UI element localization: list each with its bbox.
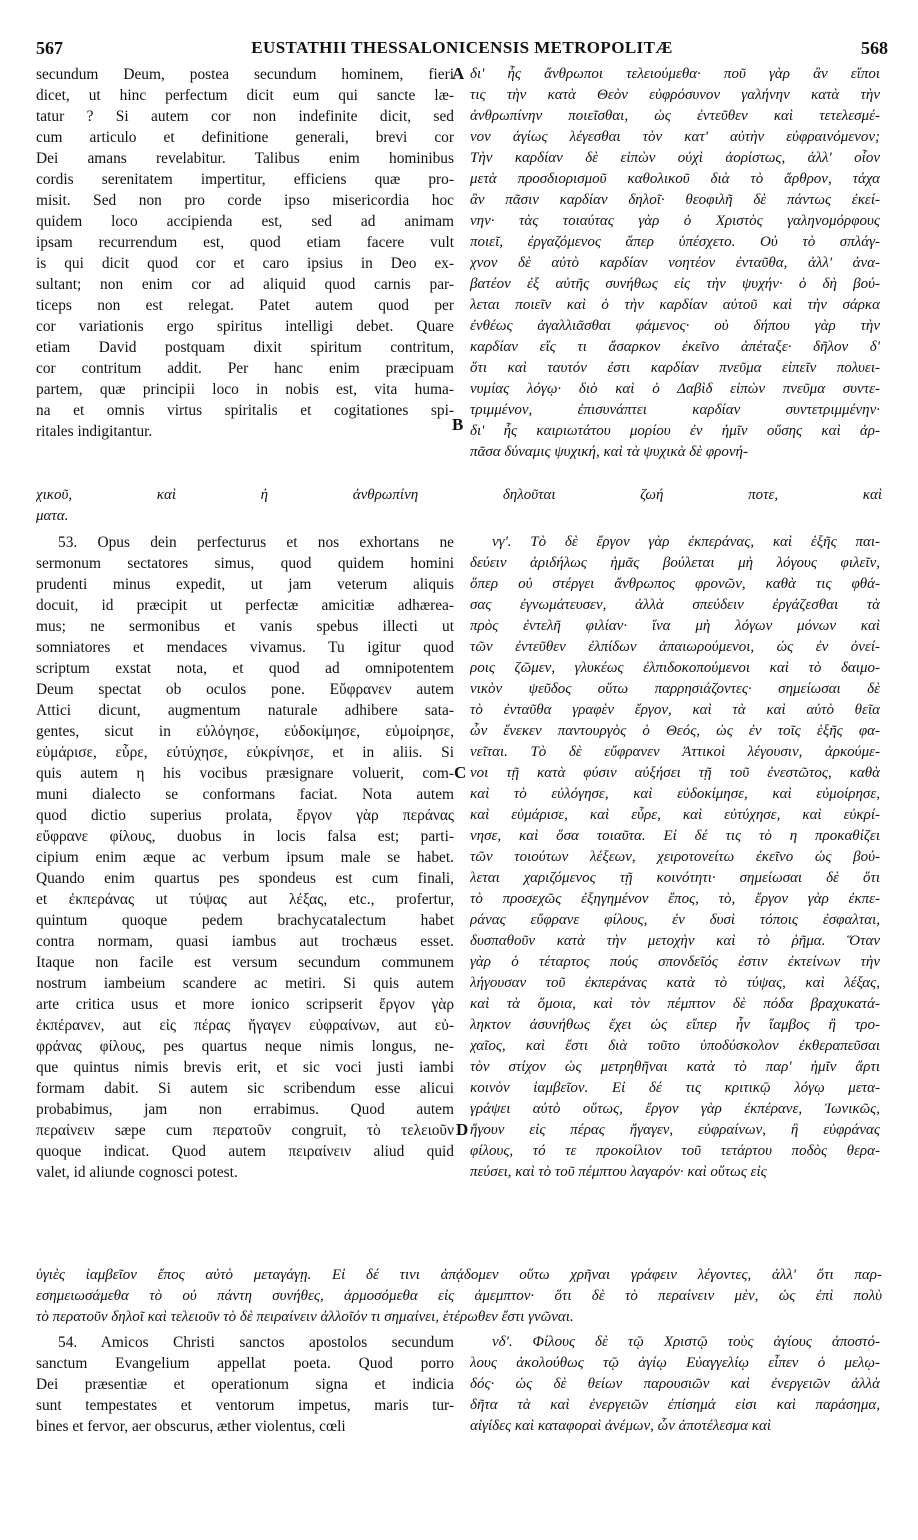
latin-column-section-1 bbox=[36, 64, 454, 442]
text-line: docuit, id præcipit ut perfectæ amicitiæ adhærea- bbox=[36, 597, 454, 614]
text-line: quintum quoque pedem brachycatalectum habet bbox=[36, 912, 454, 929]
text-line: ἤγουν εἰς πέρας ἤγαγεν, εὐφραίνων, ἢ εὐφράνας bbox=[470, 1122, 880, 1138]
margin-letter-a: A bbox=[452, 64, 465, 83]
text-line: is qui dicit quod cor et caro ipsius in Deo ex- bbox=[36, 255, 454, 272]
text-line: Itaque non facile est versum secundum communem bbox=[36, 954, 454, 971]
text-line: χαῖος, καὶ ἔστι διὰ τοῦτο ὑποδύσκολον ἐκθεραπεῦσαι bbox=[470, 1038, 880, 1054]
text-line: καὶ εὐμάρισε, καὶ εὗρε, καὶ εὐτύχησε, καὶ εὐκρί- bbox=[470, 807, 880, 823]
text-line: sermonum sectatores simus, quod quidem homini bbox=[36, 555, 454, 572]
text-line: καρδίαν εἴς τι ἄσαρκον ἐκεῖνο ἀπέταξε· δῆλον δ' bbox=[470, 339, 880, 355]
text-line: partem, quæ principii loco in nobis est, vita huma- bbox=[36, 381, 454, 398]
text-line: cordis serenitatem impertitur, efficiens quæ pro- bbox=[36, 171, 454, 188]
text-line: arte critica usus et more ionico scripserit ἔργον γὰρ bbox=[36, 996, 454, 1013]
text-line: sanctum Evangelium appellat poeta. Quod porro bbox=[36, 1355, 454, 1372]
text-line: misit. Sed non pro corde ipso misericordia hoc bbox=[36, 192, 454, 209]
text-line: ὅτι καὶ ταυτόν ἐστι καρδίαν πνεῦμα εἰπεῖν πολυει- bbox=[470, 360, 880, 376]
text-line: τῶν τοιούτων λέξεων, χειροτονείτω ἐκεῖνο ὡς βού- bbox=[470, 849, 880, 865]
text-line: gentes, sicut in εὐλόγησε, εὐδοκίμησε, εὐμοίρησε, bbox=[36, 723, 454, 740]
text-line: ποιεῖ, ἐργαζόμενος ἅπερ ὑπέσχετο. Οὐ τὸ σπλάγ- bbox=[470, 234, 880, 250]
text-line: τὸ περατοῦν δηλοῖ καὶ τελειοῦν τὸ δὲ πειραίνειν ἀλλοῖόν τι σημαίνει, ἑτέρωθεν ἔστι γνῶναι. bbox=[36, 1309, 574, 1325]
text-line: πρὸς ἐντελῆ φιλίαν· ἵνα μὴ λόγων μόνων καὶ bbox=[470, 618, 880, 634]
margin-letter-b: B bbox=[452, 415, 464, 434]
text-line: τῶν ἐντεῦθεν ἐλπίδων ἀπαιωρούμενοι, ὡς ἐν ὀνεί- bbox=[470, 639, 880, 655]
text-line: πᾶσα δύναμις ψυχική, καὶ τὰ ψυχικὰ δὲ φρονή- bbox=[470, 444, 748, 460]
text-line: δι' ἧς ἄνθρωποι τελειούμεθα· ποῦ γὰρ ἂν εἴποι bbox=[470, 66, 880, 82]
text-line: quoque indicat. Quod autem πειραίνειν aliud quid bbox=[36, 1143, 454, 1160]
text-line: καὶ τὸ εὐλόγησε, καὶ εὐδοκίμησε, καὶ εὐμοίρησε, bbox=[470, 786, 880, 802]
text-line: Quando enim quartus pes spondeus est cum finali, bbox=[36, 870, 454, 887]
text-line: χικοῦ, καὶ ἡ ἀνθρωπίνη δηλοῦται ζωή ποτε, καὶ bbox=[36, 487, 882, 503]
text-line: γὰρ ὁ τέταρτος πούς σπονδεῖός ἐστιν ἐκτείνων τὴν bbox=[470, 954, 880, 970]
greek-fullwidth-section-1 bbox=[36, 485, 882, 527]
text-line: φίλους, τό τε προκοίλιον τοῦ τετάρτου ποδὸς θερα- bbox=[470, 1143, 880, 1159]
text-line: somniatores et mendaces vivamus. Tu igitur quod bbox=[36, 639, 454, 656]
text-line: τὸ προσεχῶς ἐξηγημένον ἔπος, τὸ, ἔργον γὰρ ἐκπε- bbox=[470, 891, 880, 907]
text-line: cum articulo et definitione generali, brevi cor bbox=[36, 129, 454, 146]
text-line: βατέον ἐξ αὐτῆς συνήθως εἰς τὴν ψυχήν· ὁ δὴ βού- bbox=[470, 276, 880, 292]
text-line: μετὰ προσδιορισμοῦ καθολικοῦ διὰ τὸ ἄρθρον, τάχα bbox=[470, 171, 880, 187]
text-line: ὅπερ οὐ στέργει ἄνθρωπος φρονῶν, καθὰ τις φθά- bbox=[470, 576, 880, 592]
text-line: πεύσει, καὶ τὸ τοῦ πέμπτου λαγαρόν· καὶ οὕτως εἰς bbox=[470, 1164, 767, 1180]
text-line: Attici dicunt, augmentum naturale adhibere sata- bbox=[36, 702, 454, 719]
greek-column-section-3 bbox=[470, 1332, 880, 1437]
text-line: secundum Deum, postea secundum hominem, fieri bbox=[36, 66, 454, 83]
text-line: ipsam recurrendum est, quod etiam facere vult bbox=[36, 234, 454, 251]
text-line: cor contritum addit. Per hanc enim præcipuam bbox=[36, 360, 454, 377]
text-line: ματα. bbox=[36, 508, 69, 524]
page-number-right: 568 bbox=[861, 38, 888, 58]
text-line: εὔφρανε φίλους, duobus in locis falsa est; parti- bbox=[36, 828, 454, 845]
text-line: ἐνθέως ἀγαλλιᾶσθαι φάμενος· οὐ δήπου γὰρ τὴν bbox=[470, 318, 880, 334]
text-line: valet, id aliunde cognosci potest. bbox=[36, 1164, 238, 1181]
text-line: νον ἁγίως λέγεσθαι τὸν κατ' αὐτὴν εὐφραινόμενον; bbox=[470, 129, 880, 145]
text-line: formam dabit. Si autem sic scribendum esse alicui bbox=[36, 1080, 454, 1097]
text-line: δι' ἧς καιριωτάτου μορίου ἐν ἡμῖν οὔσης καὶ ἀρ- bbox=[470, 423, 880, 439]
text-line: τὸ ἐνταῦθα γραφὲν ἔργον, καὶ τὰ καὶ αὐτὸ θεῖα bbox=[470, 702, 880, 718]
text-line: muni dialecto se conformans faciat. Nota autem bbox=[36, 786, 454, 803]
text-line: τὸν στίχον ὡς μετρηθῆναι κατὰ τὸ παρ' ἡμῖν ἄρτι bbox=[470, 1059, 880, 1075]
text-line: ληκτον ἀσυνήθως ἔχει ὡς εἴπερ ἦν ἴαμβος ἢ τρο- bbox=[470, 1017, 880, 1033]
text-line: νοι τῇ κατὰ φύσιν αὐξήσει τῇ τοῦ ἐνεστῶτος, καθὰ bbox=[470, 765, 880, 781]
text-line: δός· ὡς δὲ θείων παρουσιῶν καὶ ἐνεργειῶν ἀλλὰ bbox=[470, 1376, 880, 1392]
text-line: δεύειν ἀριδήλως ἡμᾶς βούλεται μὴ λόγους φιλεῖν, bbox=[470, 555, 880, 571]
text-line: na et omnis virtus spiritalis et cogitationes spi- bbox=[36, 402, 454, 419]
greek-column-section-1 bbox=[470, 64, 880, 463]
text-line: τριμμένον, ἐπισυνάπτει καρδίαν συντετριμμένην· bbox=[470, 402, 880, 418]
text-line: λεται χαριζόμενος τῇ κοινότητι· σημείωσαι δὲ ὅτι bbox=[470, 870, 880, 886]
text-line: νδʹ. Φίλους δὲ τῷ Χριστῷ τοὺς ἁγίους ἀποστό- bbox=[492, 1334, 880, 1350]
text-line: tatur ? Si autem cor non indefinite dicit, sed bbox=[36, 108, 454, 125]
text-line: ἀνθρωπίνην ποιεῖσθαι, ὡς ἐντεῦθεν καὶ τετελεσμέ- bbox=[470, 108, 880, 124]
text-line: ritales indigitantur. bbox=[36, 423, 153, 440]
text-line: et ἐκπεράνας ut τύψας aut λέξας, etc., profertur, bbox=[36, 891, 454, 908]
margin-letter-d: D bbox=[456, 1120, 469, 1139]
greek-column-section-2 bbox=[470, 532, 880, 1183]
text-line: λεται ποιεῖν καὶ ὁ τὴν καρδίαν αὐτοῦ καὶ τὴν σάρκα bbox=[470, 297, 880, 313]
text-line: σας ἐγνωμάτευσεν, ἀλλὰ σπεύδειν ἐργάζεσθαι τὰ bbox=[470, 597, 880, 613]
text-line: ἂν πᾶσιν καρδίαν δηλοῖ· θεοφιλῆ δὲ πάντως ἐκεί- bbox=[470, 192, 880, 208]
running-head: EUSTATHII THESSALONICENSIS METROPOLITÆ bbox=[251, 38, 673, 57]
text-line: ticeps non est relegat. Patet autem quod per bbox=[36, 297, 454, 314]
text-line: ὑγιὲς ἰαμβεῖον ἔπος αὐτὸ μεταγάγῃ. Εἰ δέ τινι ἀπᾴδομεν οὕτω χρῆναι γράφειν λέγοντες, ἀλλ' ὅτι παρ- bbox=[36, 1267, 882, 1283]
latin-column-section-3 bbox=[36, 1332, 454, 1437]
text-line: quod dictio superius prolata, ἔργον γὰρ περάνας bbox=[36, 807, 454, 824]
text-line: quis autem η his vocibus præsignare voluerit, com- bbox=[36, 765, 454, 782]
page-header bbox=[36, 38, 888, 62]
text-line: δυσπαθοῦν κατὰ τὴν μετοχὴν καὶ τὸ ῥῆμα. Ὅταν bbox=[470, 933, 880, 949]
text-line: sunt tempestates et ventorum impetus, maris tur- bbox=[36, 1397, 454, 1414]
text-line: cor variationis ergo spiritus intelligi debet. Quare bbox=[36, 318, 454, 335]
text-line: νυμίας λόγῳ· διὸ καὶ ὁ Δαβὶδ εἰπὼν πνεῦμα συντε- bbox=[470, 381, 880, 397]
text-line: Τὴν καρδίαν δὲ εἰπὼν οὐχὶ ἀορίστως, ἀλλ' οἷον bbox=[470, 150, 880, 166]
text-line: γράψει αὐτὸ οὕτως, ἔργον γὰρ ἐκπέρανε, Ἰωνικῶς, bbox=[470, 1101, 880, 1117]
margin-letter-c: C bbox=[454, 763, 467, 782]
text-line: νικὸν ψεῦδος οὕτω παρρησιάζοντες· σημείωσαι δὲ bbox=[470, 681, 880, 697]
text-line: δῆτα τὰ καὶ ἐνεργειῶν ἐπίσημά εἰσι καὶ παράσημα, bbox=[470, 1397, 880, 1413]
text-line: prudenti minus expedit, ut jam veterum aliquis bbox=[36, 576, 454, 593]
text-line: φράνας φίλους, pes quartus neque nimis longus, ne- bbox=[36, 1038, 454, 1055]
text-line: Deum spectat ob oculos pone. Εὔφρανεν autem bbox=[36, 681, 454, 698]
text-line: dicet, ut hinc perfectum dicit eum qui sancte læ- bbox=[36, 87, 454, 104]
text-line: nostrum iambeium scandere ac metiri. Si quis autem bbox=[36, 975, 454, 992]
text-line: λους ἀκολούθως τῷ ἁγίῳ Εὐαγγελίῳ εἶπεν ὁ μελῳ- bbox=[470, 1355, 880, 1371]
text-line: ὧν ἕνεκεν παντουργὸς ὁ Θεός, ὡς ἐν τοῖς ἑξῆς φα- bbox=[470, 723, 880, 739]
text-line: Dei præsentiæ et operationum signa et indicia bbox=[36, 1376, 454, 1393]
text-line: καὶ τὰ ὅμοια, καὶ τὸν πέμπτον δὲ πόδα βραχυκατά- bbox=[470, 996, 880, 1012]
page-number-left: 567 bbox=[36, 38, 63, 58]
greek-fullwidth-section-2 bbox=[36, 1265, 882, 1328]
text-line: sultant; non enim cor ad aliquid quod carnis par- bbox=[36, 276, 454, 293]
latin-column-section-2 bbox=[36, 532, 454, 1183]
text-line: τις τὴν κατὰ Θεὸν εὐφρόσυνον γαλήνην κατὰ τὴν bbox=[470, 87, 880, 103]
text-line: αἰγίδες καὶ καταφοραὶ ἀνέμων, ὧν ἀποτέλεσμα καὶ bbox=[470, 1418, 772, 1434]
text-line: λήγουσαν τοῦ ἐκπεράνας κατὰ τὸ τύψας, καὶ λέξας, bbox=[470, 975, 880, 991]
text-line: cipium enim æque ac verbum ipsum male se habet. bbox=[36, 849, 454, 866]
text-line: ἐκπέρανεν, aut εἰς πέρας ἤγαγεν εὐφραίνων, aut εὐ- bbox=[36, 1017, 454, 1034]
text-line: ροις ζῶμεν, γλυκέως ἐλπιδοκοπούμενοι καὶ τὸ δαιμο- bbox=[470, 660, 880, 676]
text-line: νεῖται. Τὸ δὲ εὔφρανεν Ἀττικοὶ λέγουσιν, ἀρκούμε- bbox=[470, 744, 880, 760]
text-line: νην· τὰς τοιαύτας γὰρ ὁ Χριστὸς γαληνομόρφους bbox=[470, 213, 880, 229]
text-line: εὐμάρισε, εὗρε, εὐτύχησε, εὐκρίνησε, et in aliis. Si bbox=[36, 744, 454, 761]
text-line: etiam David postquam dixit spiritum contritum, bbox=[36, 339, 454, 356]
text-line: χνον δὲ αὐτὸ καρδίαν νοητέον ἐνταῦθα, ἀλλ' ἀνα- bbox=[470, 255, 880, 271]
text-line: 54. Amicos Christi sanctos apostolos secundum bbox=[58, 1334, 454, 1351]
text-line: bines et fervor, aer obscurus, æther violentus, cœli bbox=[36, 1418, 346, 1435]
text-line: κοινὸν ἰαμβεῖον. Εἰ δέ τις κριτικῷ λόγῳ μετα- bbox=[470, 1080, 880, 1096]
text-line: quidem loco accipienda est, sed ad animam bbox=[36, 213, 454, 230]
text-line: νγʹ. Τὸ δὲ ἔργον γὰρ ἐκπεράνας, καὶ ἑξῆς παι- bbox=[492, 534, 880, 550]
text-line: scriptum exstat nota, et quod ad omnipotentem bbox=[36, 660, 454, 677]
text-line: que quintus nimis brevis erit, et sic voci justi iambi bbox=[36, 1059, 454, 1076]
text-line: 53. Opus dein perfecturus et nos exhortans ne bbox=[58, 534, 454, 551]
text-line: mus; ne sermonibus et vanis spebus illecti ut bbox=[36, 618, 454, 635]
text-line: περαίνειν sæpe cum περατοῦν congruit, τὸ τελειοῦν bbox=[36, 1122, 454, 1139]
text-line: contra normam, quasi iambus aut trochæus esset. bbox=[36, 933, 454, 950]
text-line: probabimus, jam non errabimus. Quod autem bbox=[36, 1101, 454, 1118]
text-line: ράνας εὔφρανε φίλους, ἐν δυσὶ τόποις ἐσφαλται, bbox=[470, 912, 880, 928]
text-line: Dei amans revelabitur. Talibus enim hominibus bbox=[36, 150, 454, 167]
text-line: εσημειωσάμεθα τὸ οὐ πάντη συνήθες, ἁρμοσόμεθα εἰς ἀμεμπτον· ὅτι δὲ τὸ περαίνειν μὲν, ὡς ἐπὶ πολὺ bbox=[36, 1288, 882, 1304]
text-line: νησε, καὶ ὅσα τοιαῦτα. Εἰ δέ τις τὸ η προκαθίζει bbox=[470, 828, 880, 844]
